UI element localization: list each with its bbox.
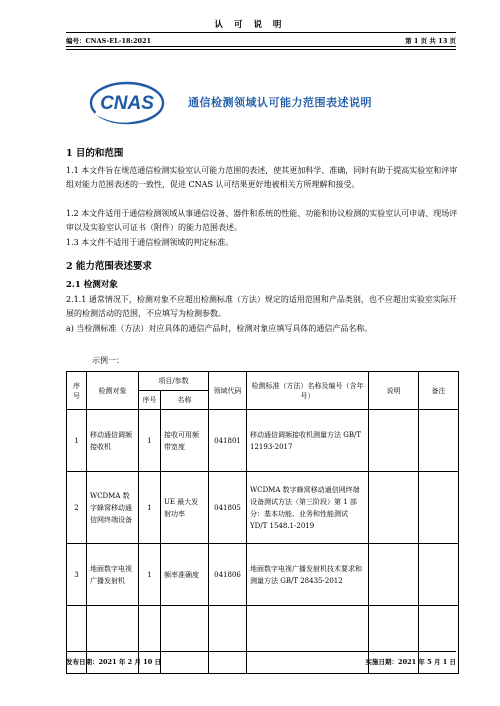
page-indicator: 第 1 页 共 13 页 bbox=[405, 37, 456, 45]
section-2-1-heading: 2.1 检测对象 bbox=[66, 280, 118, 290]
document-type-heading: 认 可 说 明 bbox=[214, 20, 286, 30]
cell-field-code: 041805 bbox=[209, 472, 247, 544]
header-rule-top bbox=[66, 32, 456, 33]
header-standard: 检测标准（方法）名称及编号（含年号） bbox=[247, 372, 369, 410]
cell-param-name: UE 最大发射功率 bbox=[161, 472, 209, 544]
cell-standard: WCDMA 数字蜂窝移动通信网终端设备测试方法（第三阶段）第 1 部分：基本功能、业务和性能测试 YD/T 1548.1-2019 bbox=[247, 472, 369, 544]
header-remark: 备注 bbox=[419, 372, 459, 410]
cell-remark bbox=[419, 472, 459, 544]
section-2-heading: 2 能力范围表述要求 bbox=[66, 261, 152, 272]
header-field-code: 领域代码 bbox=[209, 372, 247, 410]
header-rule-thin bbox=[66, 49, 456, 50]
svg-text:CNAS: CNAS bbox=[100, 93, 154, 114]
document-title: 通信检测领域认可能力范围表述说明 bbox=[188, 96, 372, 109]
cell-param-name: 接收可用频带宽度 bbox=[161, 410, 209, 472]
paragraph-1-2: 1.2 本文件适用于通信检测领域从事通信设备、器件和系统的性能、功能和协议检测的实验室认可申请、现场评审以及实验室认可证书（附件）的能力范围表述。 bbox=[66, 209, 458, 232]
cnas-logo bbox=[88, 78, 166, 128]
cell-field-code: 041801 bbox=[209, 410, 247, 472]
header-param-no: 序号 bbox=[139, 391, 161, 410]
cell-standard: 地面数字电视广播发射机技术要求和测量方法 GB/T 28435-2012 bbox=[247, 544, 369, 606]
paragraph-2-a: a) 当检测标准（方法）对应具体的通信产品时，检测对象应填写具体的通信产品名称。 bbox=[66, 324, 373, 333]
table-row bbox=[67, 472, 459, 544]
header-no: 序号 bbox=[67, 372, 87, 410]
cell-field-code: 041806 bbox=[209, 544, 247, 606]
cell-param-no: 1 bbox=[139, 544, 161, 606]
header-param-name: 名称 bbox=[161, 391, 209, 410]
table-row bbox=[67, 410, 459, 472]
effective-date: 实施日期：2021 年 5 月 1 日 bbox=[365, 658, 456, 666]
cell-object: WCDMA 数字蜂窝移动通信网终端设备 bbox=[87, 472, 139, 544]
cell-note bbox=[369, 472, 419, 544]
header-meta bbox=[66, 36, 456, 45]
cell-object: 移动通信调频接收机 bbox=[87, 410, 139, 472]
cell-remark bbox=[419, 410, 459, 472]
example-label: 示例一： bbox=[92, 356, 124, 365]
header-object: 检测对象 bbox=[87, 372, 139, 410]
cell-no: 3 bbox=[67, 544, 87, 606]
cell-param-no: 1 bbox=[139, 472, 161, 544]
cell-no: 2 bbox=[67, 472, 87, 544]
cell-note bbox=[369, 544, 419, 606]
header-param: 项目/参数 bbox=[139, 372, 209, 391]
footer-rule bbox=[66, 651, 456, 652]
paragraph-2-1-1: 2.1.1 通常情况下，检测对象不应超出检测标准（方法）规定的适用范围和产品类别，也不应超出实验室实际开展的检测活动的范围，不应填写为检测参数。 bbox=[66, 295, 457, 318]
scope-table bbox=[66, 371, 459, 674]
cell-remark bbox=[419, 544, 459, 606]
cell-param-no: 1 bbox=[139, 410, 161, 472]
header-rule bbox=[66, 46, 456, 47]
header-note: 说明 bbox=[369, 372, 419, 410]
document-number: 编号：CNAS-EL-18:2021 bbox=[66, 37, 152, 45]
paragraph-1-1: 1.1 本文件旨在规范通信检测实验室认可能力范围的表述，使其更加科学、准确，同时有助于提高实验室和评审组对能力范围表述的一致性，促进 CNAS 认可结果更好地被相关方所理解和接受。 bbox=[66, 166, 458, 189]
issue-date: 发布日期：2021 年 2 月 10 日 bbox=[66, 658, 161, 666]
cell-note bbox=[369, 410, 419, 472]
section-1-heading: 1 目的和范围 bbox=[66, 148, 124, 159]
cell-param-name: 频率准确度 bbox=[161, 544, 209, 606]
table-row bbox=[67, 544, 459, 606]
cell-standard: 移动通信调频接收机测量方法 GB/T 12193-2017 bbox=[247, 410, 369, 472]
cell-object: 地面数字电视广播发射机 bbox=[87, 544, 139, 606]
paragraph-1-3: 1.3 本文件不适用于通信检测领域的判定标准。 bbox=[66, 238, 234, 247]
cell-no: 1 bbox=[67, 410, 87, 472]
footer bbox=[66, 657, 456, 666]
